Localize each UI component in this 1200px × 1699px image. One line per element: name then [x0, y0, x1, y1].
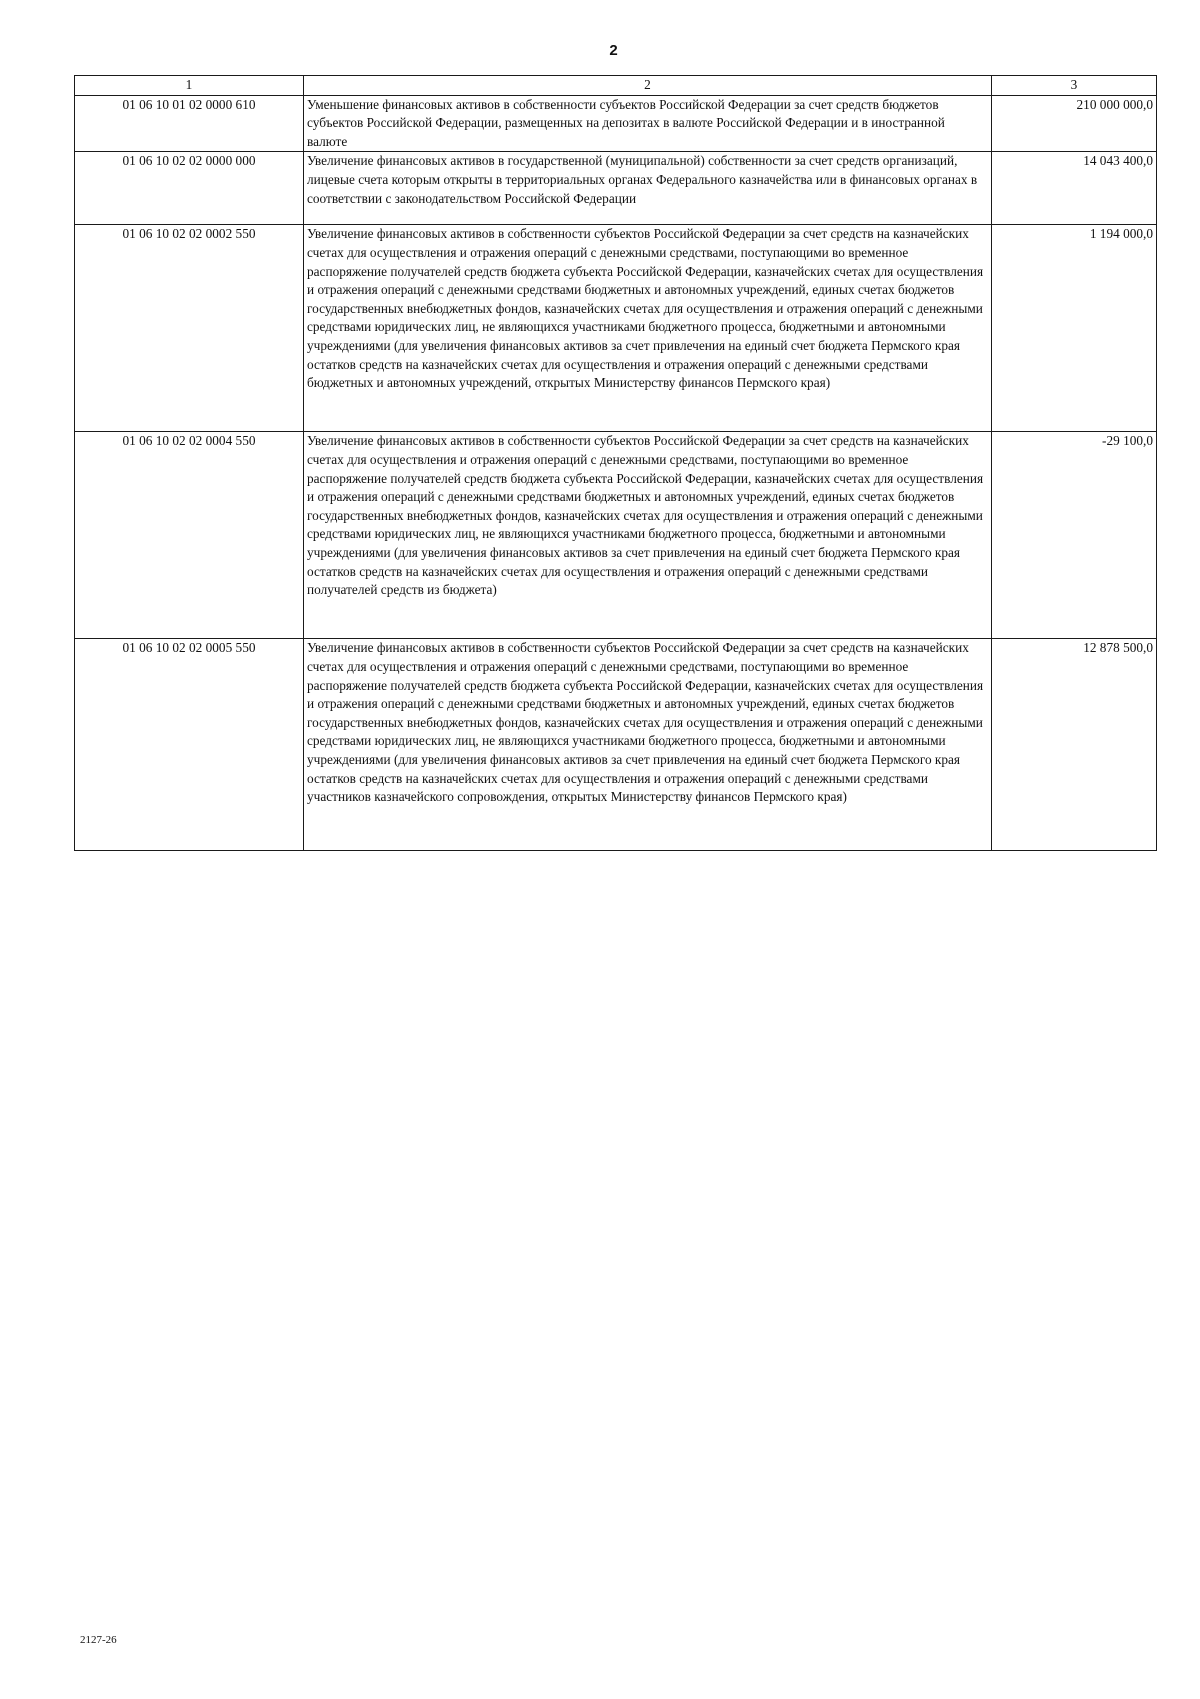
- column-header-description: 2: [304, 76, 992, 96]
- row-code: 01 06 10 01 02 0000 610: [75, 95, 304, 152]
- budget-sources-table: [74, 75, 1157, 851]
- row-amount: 1 194 000,0: [992, 225, 1157, 432]
- row-amount: -29 100,0: [992, 432, 1157, 639]
- row-amount: 14 043 400,0: [992, 152, 1157, 225]
- row-description: Уменьшение финансовых активов в собственности субъектов Российской Федерации за счет средств бюджетов субъектов Российской Федерации, размещенных на депозитах в валюте Российской Федерации и в иностранной валюте: [304, 95, 992, 152]
- table-row: [75, 152, 1157, 225]
- row-description: Увеличение финансовых активов в собственности субъектов Российской Федерации за счет средств на казначейских счетах для осуществления и отражения операций с денежными средствами, поступающими во временное распоряжение получателей средств бюджета субъекта Российской Федерации, казначейских счетах для осуществления и отражения операций с денежными средствами бюджетных и автономных учреждений, единых счетах бюджетов государственных внебюджетных фондов, казначейских счетах для осуществления и отражения операций с денежными средствами юридических лиц, не являющихся участниками бюджетного процесса, бюджетными и автономными учреждениями (для увеличения финансовых активов за счет привлечения на единый счет бюджета Пермского края остатков средств на казначейских счетах для осуществления и отражения операций с денежными средствами участников казначейского сопровождения, открытых Министерству финансов Пермского края): [304, 639, 992, 851]
- table-row: [75, 639, 1157, 851]
- document-footer-code: 2127-26: [80, 1634, 117, 1646]
- row-description: Увеличение финансовых активов в собственности субъектов Российской Федерации за счет средств на казначейских счетах для осуществления и отражения операций с денежными средствами, поступающими во временное распоряжение получателей средств бюджета субъекта Российской Федерации, казначейских счетах для осуществления и отражения операций с денежными средствами бюджетных и автономных учреждений, единых счетах бюджетов государственных внебюджетных фондов, казначейских счетах для осуществления и отражения операций с денежными средствами юридических лиц, не являющихся участниками бюджетного процесса, бюджетными и автономными учреждениями (для увеличения финансовых активов за счет привлечения на единый счет бюджета Пермского края остатков средств на казначейских счетах для осуществления и отражения операций с денежными средствами бюджетных и автономных учреждений, открытых Министерству финансов Пермского края): [304, 225, 992, 432]
- row-description: Увеличение финансовых активов в собственности субъектов Российской Федерации за счет средств на казначейских счетах для осуществления и отражения операций с денежными средствами, поступающими во временное распоряжение получателей средств бюджета субъекта Российской Федерации, казначейских счетах для осуществления и отражения операций с денежными средствами бюджетных и автономных учреждений, единых счетах бюджетов государственных внебюджетных фондов, казначейских счетах для осуществления и отражения операций с денежными средствами юридических лиц, не являющихся участниками бюджетного процесса, бюджетными и автономными учреждениями (для увеличения финансовых активов за счет привлечения на единый счет бюджета Пермского края остатков средств на казначейских счетах для осуществления и отражения операций с денежными средствами получателей средств из бюджета): [304, 432, 992, 639]
- table-row: [75, 95, 1157, 152]
- column-header-amount: 3: [992, 76, 1157, 96]
- row-code: 01 06 10 02 02 0000 000: [75, 152, 304, 225]
- row-description: Увеличение финансовых активов в государственной (муниципальной) собственности за счет средств организаций, лицевые счета которым открыты в территориальных органах Федерального казначейства или в финансовых органах в соответствии с законодательством Российской Федерации: [304, 152, 992, 225]
- table-header-row: [75, 76, 1157, 96]
- row-code: 01 06 10 02 02 0005 550: [75, 639, 304, 851]
- column-header-code: 1: [75, 76, 304, 96]
- row-code: 01 06 10 02 02 0004 550: [75, 432, 304, 639]
- row-code: 01 06 10 02 02 0002 550: [75, 225, 304, 432]
- row-amount: 12 878 500,0: [992, 639, 1157, 851]
- table-row: [75, 432, 1157, 639]
- table-row: [75, 225, 1157, 432]
- row-amount: 210 000 000,0: [992, 95, 1157, 152]
- page-number: 2: [609, 42, 618, 59]
